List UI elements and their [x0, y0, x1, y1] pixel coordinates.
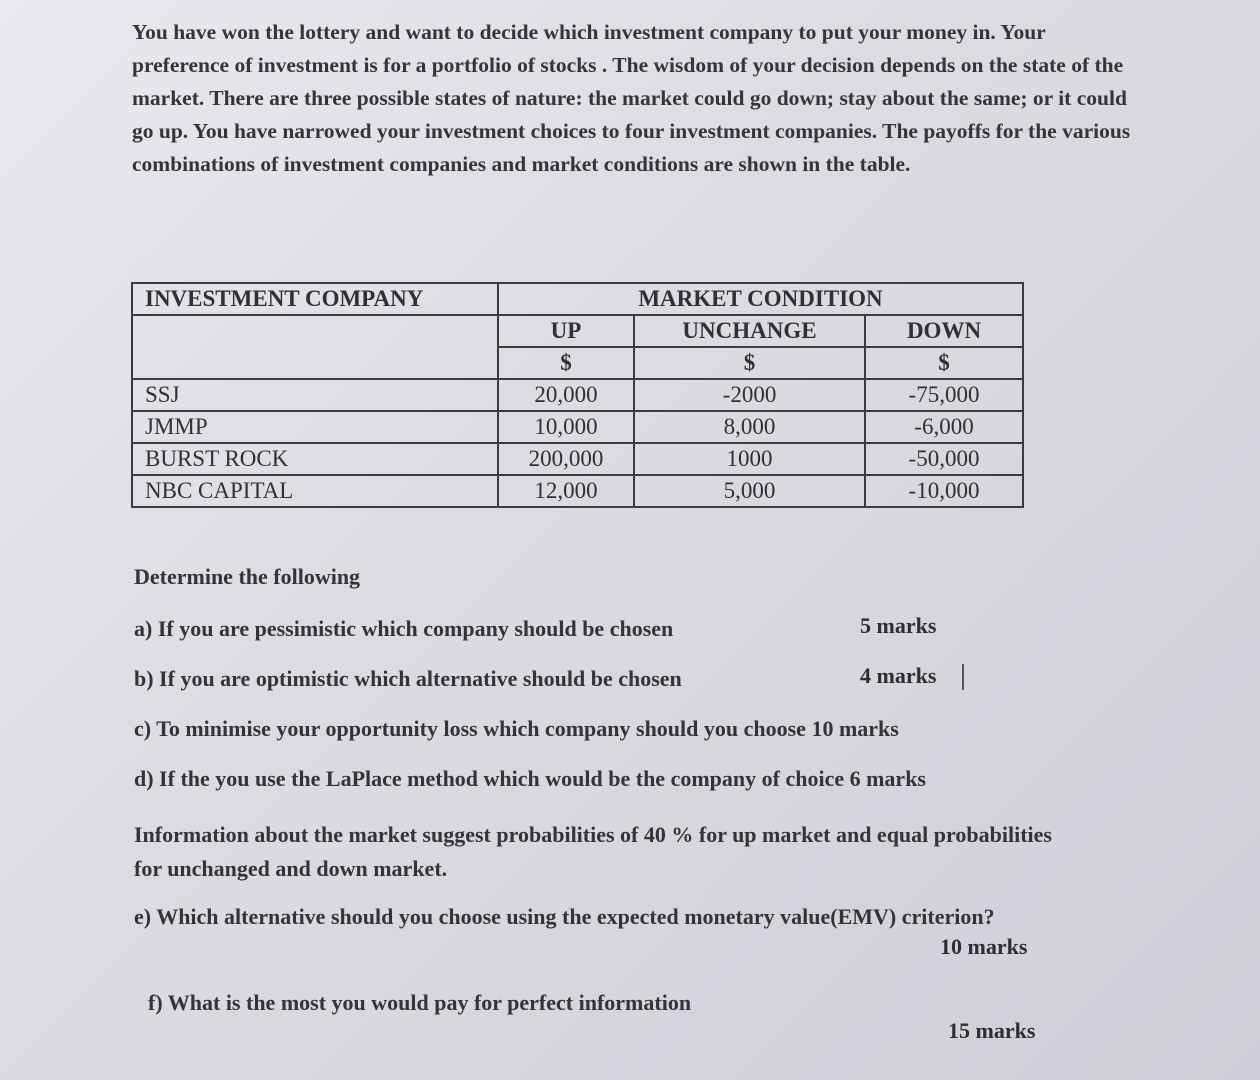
question-c-text: c) To minimise your opportunity loss which company should you choose	[134, 716, 806, 741]
subheader-down: DOWN	[865, 315, 1023, 347]
payoff-up: 12,000	[498, 475, 634, 507]
marks-e: 10 marks	[940, 934, 1028, 959]
question-f: f) What is the most you would pay for perfect information	[148, 990, 692, 1015]
company-name: JMMP	[132, 411, 498, 443]
payoff-table	[131, 282, 1024, 508]
payoff-up: 10,000	[498, 411, 634, 443]
currency-up: $	[498, 347, 634, 379]
text-cursor	[962, 664, 964, 690]
currency-down: $	[865, 347, 1023, 379]
payoff-unchange: 5,000	[634, 475, 865, 507]
currency-unchange: $	[634, 347, 865, 379]
payoff-down: -10,000	[865, 475, 1023, 507]
marks-f: 15 marks	[948, 1018, 1036, 1043]
question-a: a) If you are pessimistic which company should be chosen	[134, 616, 674, 641]
company-name: BURST ROCK	[132, 443, 498, 475]
table-row	[132, 443, 1023, 475]
payoff-down: -75,000	[865, 379, 1023, 411]
table-row	[132, 379, 1023, 411]
company-name: SSJ	[132, 379, 498, 411]
payoff-up: 20,000	[498, 379, 634, 411]
questions-intro: Determine the following	[134, 564, 361, 589]
header-blank	[132, 315, 498, 379]
payoff-unchange: 8,000	[634, 411, 865, 443]
market-info: Information about the market suggest probabilities of 40 % for up market and equal probabilities for unchanged and down market.	[134, 822, 1052, 881]
question-c	[134, 716, 899, 742]
subheader-up: UP	[498, 315, 634, 347]
subheader-unchange: UNCHANGE	[634, 315, 865, 347]
marks-d: 6 marks	[849, 766, 926, 791]
payoff-down: -50,000	[865, 443, 1023, 475]
marks-a: 5 marks	[860, 613, 937, 638]
table-row	[132, 411, 1023, 443]
payoff-unchange: 1000	[634, 443, 865, 475]
question-d-text: d) If the you use the LaPlace method which would be the company of choice	[134, 766, 845, 791]
payoff-down: -6,000	[865, 411, 1023, 443]
company-name: NBC CAPITAL	[132, 475, 498, 507]
marks-b: 4 marks	[860, 663, 937, 688]
question-d	[134, 766, 926, 792]
question-e: e) Which alternative should you choose using the expected monetary value(EMV) criterion?	[134, 904, 995, 929]
intro-paragraph: You have won the lottery and want to decide which investment company to put your money in. Your preference of investment is for a portfolio of stocks . The wisdom of your decision depends on the state of the market. There are three possible states of nature: the market could go down; stay about the same; or it could go up. You have narrowed your investment choices to four investment companies. The payoffs for the various combinations of investment companies and market conditions are shown in the table.	[132, 20, 1131, 176]
header-investment-company: INVESTMENT COMPANY	[132, 283, 498, 315]
payoff-up: 200,000	[498, 443, 634, 475]
table-row	[132, 475, 1023, 507]
question-b: b) If you are optimistic which alternative should be chosen	[134, 666, 682, 691]
marks-c: 10 marks	[811, 716, 899, 741]
header-market-condition: MARKET CONDITION	[498, 283, 1023, 315]
payoff-unchange: -2000	[634, 379, 865, 411]
